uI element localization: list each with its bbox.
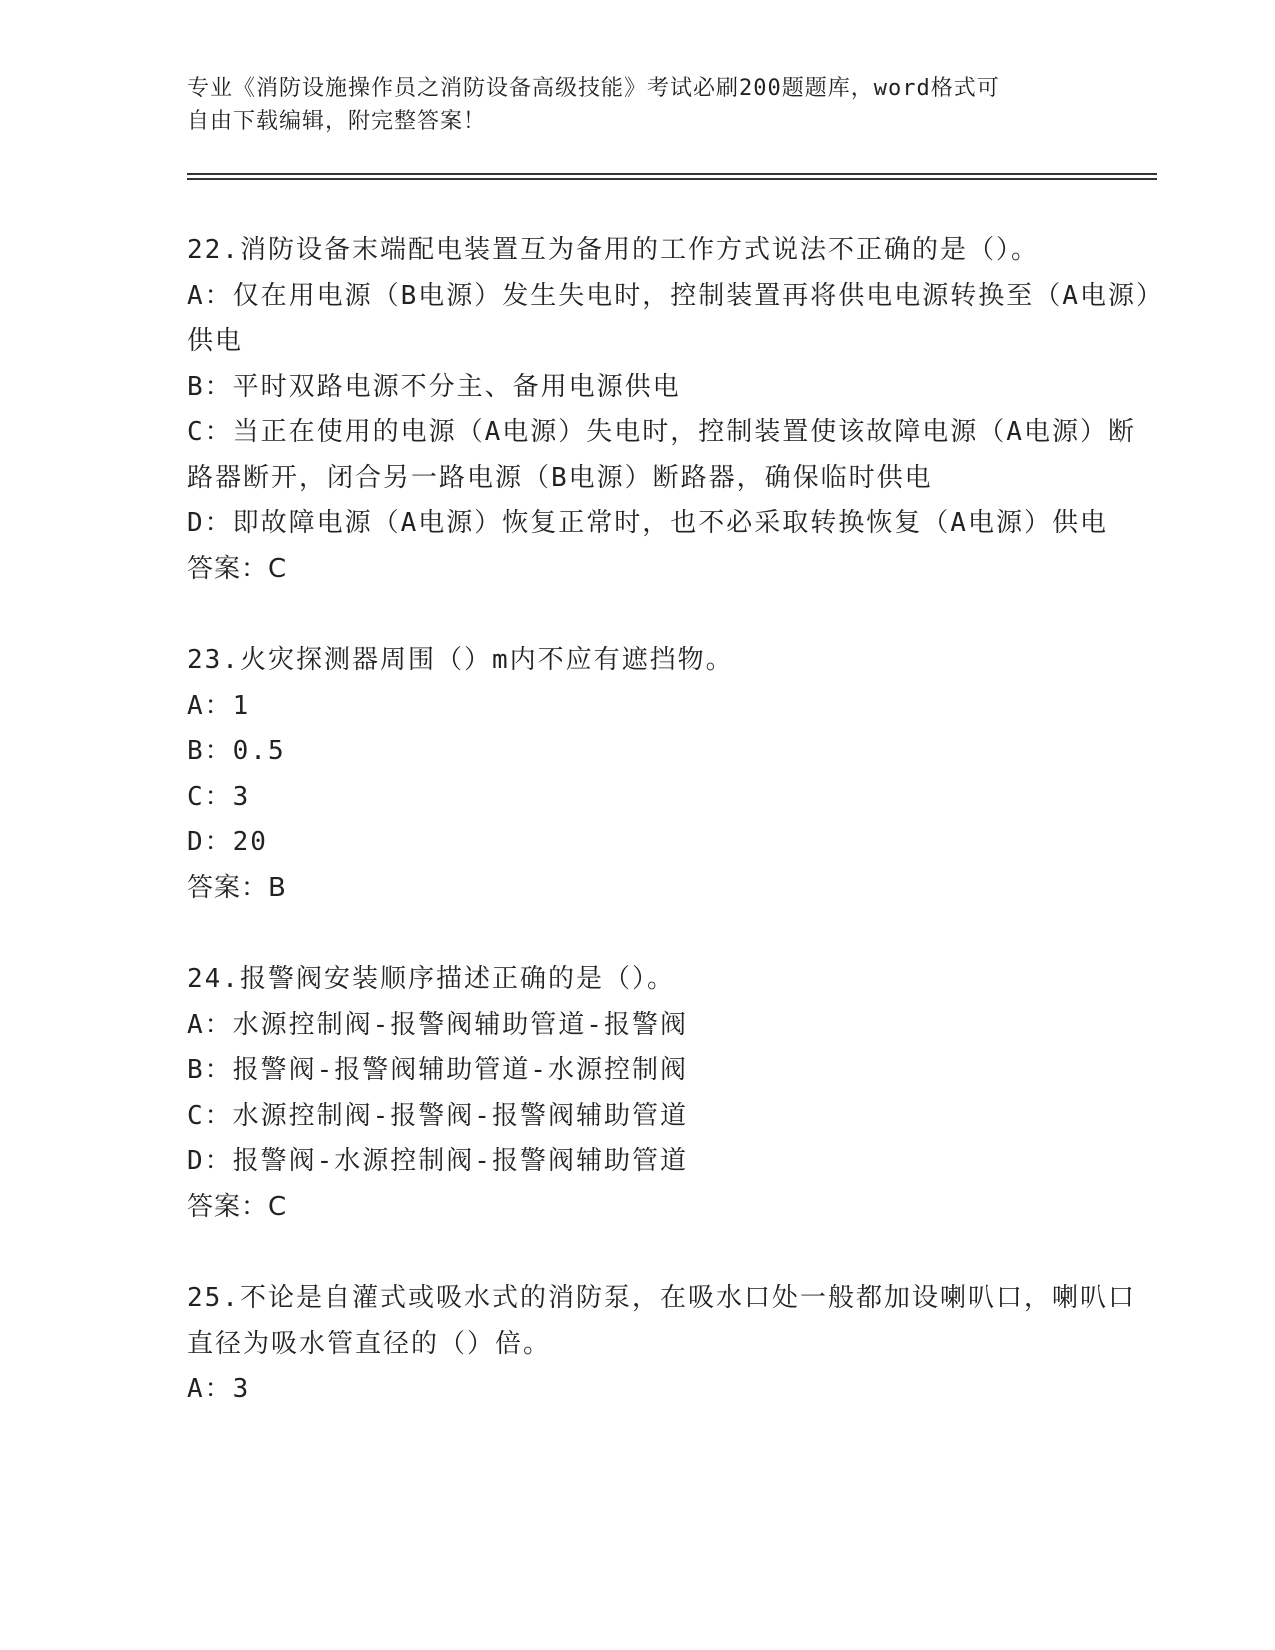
option-c: C：当正在使用的电源（A电源）失电时，控制装置使该故障电源（A电源）断路器断开，闭合另一路电源（B电源）断路器，确保临时供电 <box>187 417 1136 493</box>
question-24 <box>187 957 1157 1230</box>
header-title <box>187 72 1067 138</box>
option-a: A：1 <box>187 690 251 721</box>
option-d: D：即故障电源（A电源）恢复正常时，也不必采取转换恢复（A电源）供电 <box>187 508 1108 538</box>
question-stem: 24.报警阀安装顺序描述正确的是（）。 <box>187 964 675 994</box>
option-b: B：0.5 <box>187 736 286 766</box>
option-d: D：20 <box>187 827 268 857</box>
header-title-line-1: 专业《消防设施操作员之消防设备高级技能》考试必刷200题题库，word格式可 <box>187 76 1000 101</box>
option-b: B：报警阀-报警阀辅助管道-水源控制阀 <box>187 1055 688 1085</box>
option-d: D：报警阀-水源控制阀-报警阀辅助管道 <box>187 1146 688 1176</box>
question-stem: 25.不论是自灌式或吸水式的消防泵，在吸水口处一般都加设喇叭口，喇叭口直径为吸水管直径的（）倍。 <box>187 1283 1136 1359</box>
question-22 <box>187 228 1157 592</box>
question-23 <box>187 638 1157 911</box>
option-c: C：水源控制阀-报警阀-报警阀辅助管道 <box>187 1100 688 1131</box>
option-a: A：水源控制阀-报警阀辅助管道-报警阀 <box>187 1009 688 1040</box>
option-a: A：3 <box>187 1374 251 1404</box>
answer-line: 答案：C <box>187 1191 288 1222</box>
option-c: C：3 <box>187 781 251 812</box>
header-title-line-2: 自由下载编辑，附完整答案！ <box>187 109 487 134</box>
document-page <box>187 72 1157 1459</box>
question-25 <box>187 1276 1157 1413</box>
answer-line: 答案：C <box>187 553 288 584</box>
answer-line: 答案：B <box>187 872 287 903</box>
question-stem: 23.火灾探测器周围（）m内不应有遮挡物。 <box>187 645 734 675</box>
header-double-rule <box>187 173 1157 180</box>
document-header <box>187 72 1157 180</box>
option-b: B：平时双路电源不分主、备用电源供电 <box>187 371 681 402</box>
question-list <box>187 228 1157 1413</box>
question-stem: 22.消防设备末端配电装置互为备用的工作方式说法不正确的是（）。 <box>187 235 1039 265</box>
option-a: A：仅在用电源（B电源）发生失电时，控制装置再将供电电源转换至（A电源）供电 <box>187 280 1151 356</box>
